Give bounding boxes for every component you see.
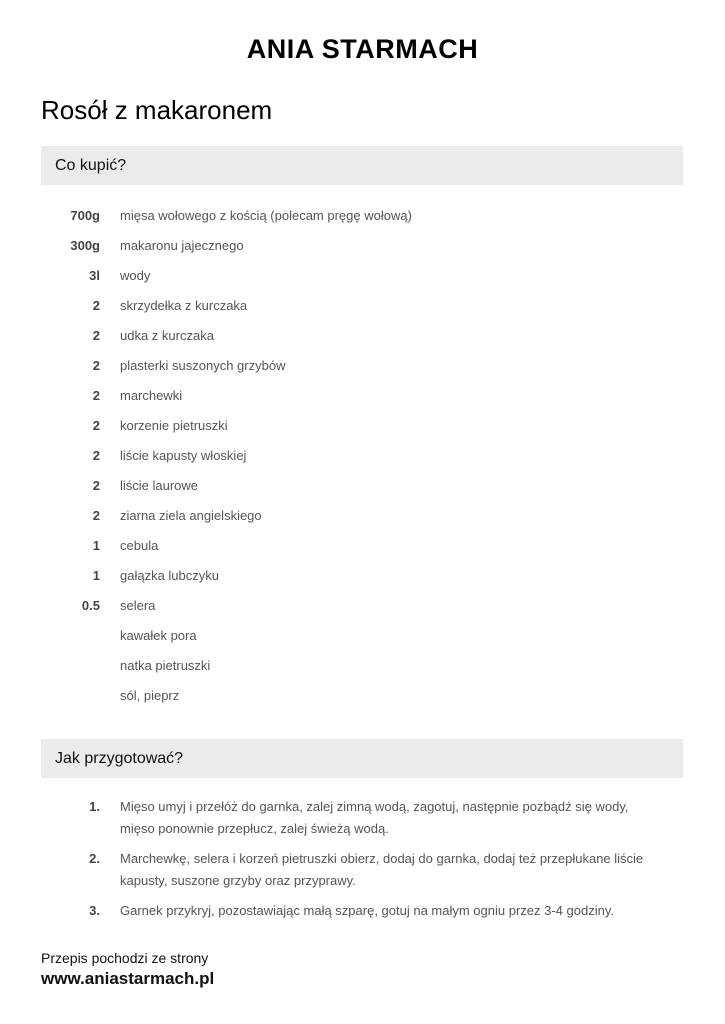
ingredient-qty: 2 [92, 357, 100, 373]
steps-heading: Jak przygotować? [55, 750, 184, 767]
ingredient-qty: 2 [92, 387, 100, 403]
ingredient-name: makaronu jajecznego [120, 237, 244, 253]
ingredient-row [41, 590, 683, 620]
step-item [41, 848, 683, 892]
ingredient-name: ziarna ziela angielskiego [120, 507, 262, 523]
ingredient-qty: 2 [92, 447, 100, 463]
ingredient-qty: 3l [89, 267, 100, 283]
ingredient-row [41, 350, 683, 380]
ingredient-row [41, 380, 683, 410]
ingredient-name: mięsa wołowego z kością (polecam pręgę wołową) [120, 207, 412, 223]
ingredient-row [41, 200, 683, 230]
ingredient-row [41, 320, 683, 350]
ingredient-name: kawałek pora [120, 627, 197, 643]
ingredient-qty: 2 [92, 477, 100, 493]
ingredient-row [41, 530, 683, 560]
ingredient-name: natka pietruszki [120, 657, 211, 673]
ingredient-name: plasterki suszonych grzybów [120, 357, 286, 373]
ingredient-name: skrzydełka z kurczaka [120, 297, 248, 313]
ingredient-qty: 2 [92, 297, 100, 313]
ingredient-name: wody [120, 267, 151, 283]
brand-title: ANIA STARMACH [246, 34, 479, 64]
ingredient-row [41, 410, 683, 440]
ingredient-row [41, 260, 683, 290]
step-text: Garnek przykryj, pozostawiając małą szparę, gotuj na małym ogniu przez 3-4 godziny. [120, 903, 614, 918]
ingredient-qty: 2 [92, 417, 100, 433]
ingredient-name: liście kapusty włoskiej [120, 447, 247, 463]
ingredient-name: udka z kurczaka [120, 327, 214, 343]
ingredient-row [41, 560, 683, 590]
step-text: Marchewkę, selera i korzeń pietruszki obierz, dodaj do garnka, dodaj też przepłukane liście kapusty, suszone grzyby oraz przyprawy. [120, 851, 644, 888]
ingredient-row [41, 230, 683, 260]
footer-source-label: Przepis pochodzi ze strony [41, 950, 209, 966]
ingredient-name: cebula [120, 537, 159, 553]
step-text: Mięso umyj i przełóż do garnka, zalej zimną wodą, zagotuj, następnie pozbądź się wody, mięso ponownie przepłucz, zalej świeżą wodą. [120, 799, 629, 836]
ingredients-heading: Co kupić? [55, 157, 127, 174]
step-item [41, 796, 683, 840]
ingredient-qty: 700g [70, 207, 100, 223]
ingredient-name: selera [120, 597, 156, 613]
ingredient-row [41, 440, 683, 470]
ingredient-name: marchewki [120, 387, 183, 403]
ingredient-name: gałązka lubczyku [120, 567, 219, 583]
ingredient-name: sól, pieprz [120, 687, 180, 703]
step-number: 2. [89, 851, 100, 866]
steps-list [41, 796, 683, 930]
ingredient-qty: 0.5 [81, 597, 100, 613]
step-number: 1. [89, 799, 100, 814]
step-number: 3. [89, 903, 100, 918]
ingredient-row [41, 500, 683, 530]
ingredient-row [41, 290, 683, 320]
ingredient-qty: 300g [70, 237, 100, 253]
ingredient-name: liście laurowe [120, 477, 199, 493]
ingredient-row [41, 680, 683, 710]
ingredient-row [41, 470, 683, 500]
ingredient-qty: 2 [92, 507, 100, 523]
ingredient-row [41, 620, 683, 650]
recipe-title: Rosół z makaronem [41, 95, 273, 125]
step-item [41, 900, 683, 922]
ingredient-row [41, 650, 683, 680]
steps-section-header [41, 739, 683, 778]
footer-source-url[interactable]: www.aniastarmach.pl [41, 969, 215, 988]
ingredient-name: korzenie pietruszki [120, 417, 228, 433]
ingredient-qty: 1 [92, 537, 100, 553]
ingredient-qty: 2 [92, 327, 100, 343]
ingredients-list [41, 200, 683, 710]
ingredient-qty: 1 [92, 567, 100, 583]
ingredients-section-header [41, 146, 683, 185]
